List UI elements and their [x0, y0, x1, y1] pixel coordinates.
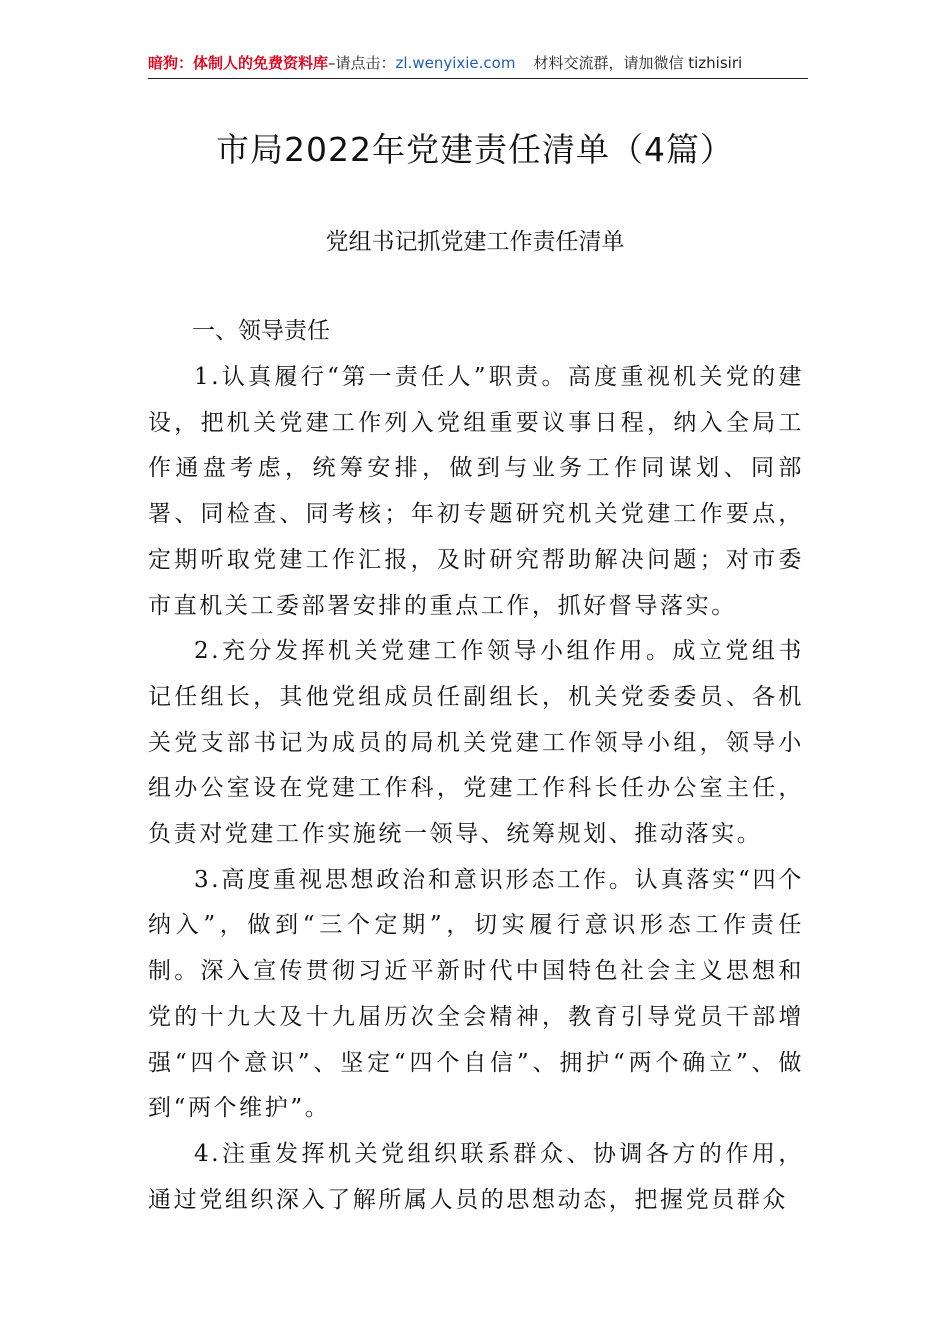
- paragraph-2: 2.充分发挥机关党建工作领导小组作用。成立党组书记任组长，其他党组成员任副组长，机关党委委员、各机关党支部书记为成员的局机关党建工作领导小组，领导小组办公室设在党建工作科，党建工作科长任办公室主任，负责对党建工作实施统一领导、统筹规划、推动落实。: [148, 638, 804, 848]
- paragraph-1: 1.认真履行“第一责任人”职责。高度重视机关党的建设，把机关党建工作列入党组重要议事日程，纳入全局工作通盘考虑，统筹安排，做到与业务工作同谋划、同部署、同检查、同考核；年初专题研究机关党建工作要点，定期听取党建工作汇报，及时研究帮助解决问题；对市委市直机关工委部署安排的重点工作，抓好督导落实。: [148, 364, 804, 619]
- page-header: [148, 48, 808, 79]
- document-body: [148, 355, 804, 1223]
- header-prompt: –请点击：: [328, 54, 396, 72]
- document-title: 市局2022年党建责任清单（4篇）: [216, 130, 734, 169]
- header-group-note: 材料交流群，请加微信 tizhisiri: [533, 54, 743, 72]
- header-url-link[interactable]: zl.wenyixie.com: [395, 54, 516, 72]
- header-brand: 暗狗：体制人的免费资料库: [148, 54, 329, 72]
- section-heading: 一、领导责任: [192, 318, 330, 344]
- document-subtitle: 党组书记抓党建工作责任清单: [325, 229, 625, 255]
- paragraph-4: 4.注重发挥机关党组织联系群众、协调各方的作用，通过党组织深入了解所属人员的思想动态，把握党员群众: [148, 1140, 804, 1213]
- paragraph-3: 3.高度重视思想政治和意识形态工作。认真落实“四个纳入”，做到“三个定期”，切实履行意识形态工作责任制。深入宣传贯彻习近平新时代中国特色社会主义思想和党的十九大及十九届历次全会精神，教育引导党员干部增强“四个意识”、坚定“四个自信”、拥护“两个确立”、做到“两个维护”。: [148, 866, 804, 1122]
